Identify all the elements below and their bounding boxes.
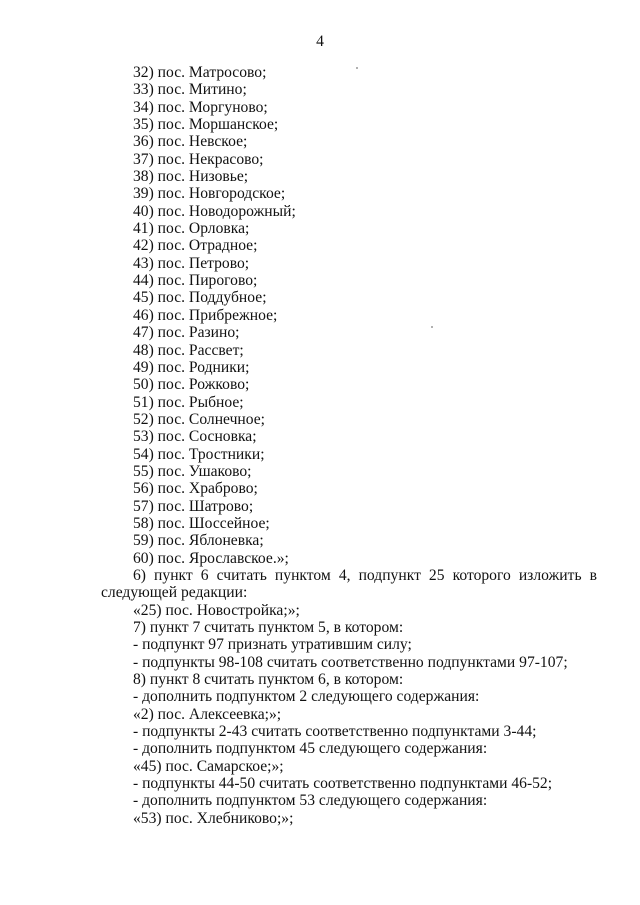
list-item: 32) пос. Матросово; xyxy=(133,64,267,81)
list-item: 46) пос. Прибрежное; xyxy=(133,306,278,324)
list-item: 58) пос. Шоссейное; xyxy=(133,514,270,532)
paragraph-line: 8) пункт 8 считать пунктом 6, в котором: xyxy=(133,671,404,689)
paragraph-line: «2) пос. Алексеевка;»; xyxy=(133,705,282,723)
paragraph-line: «25) пос. Новостройка;»; xyxy=(133,601,300,619)
paragraph-line: - подпункты 44-50 считать соответственно подпунктами 46-52; xyxy=(133,775,553,793)
list-item: 50) пос. Рожково; xyxy=(133,376,250,394)
paragraph-line: следующей редакции: xyxy=(101,584,248,602)
list-item: 57) пос. Шатрово; xyxy=(133,497,254,515)
list-item: 34) пос. Моргуново; xyxy=(133,98,268,116)
paragraph-line: - дополнить подпунктом 2 следующего содержания: xyxy=(133,688,480,706)
paragraph-line: 7) пункт 7 считать пунктом 5, в котором: xyxy=(133,619,404,637)
list-item: 53) пос. Сосновка; xyxy=(133,428,257,446)
list-item: 56) пос. Храброво; xyxy=(133,480,258,498)
paragraph-line: - подпункт 97 признать утратившим силу; xyxy=(133,636,412,654)
list-item: 48) пос. Рассвет; xyxy=(133,341,244,359)
list-item: 37) пос. Некрасово; xyxy=(133,150,264,168)
list-item: 55) пос. Ушаково; xyxy=(133,462,252,480)
list-item: 43) пос. Петрово; xyxy=(133,254,250,272)
scan-speck xyxy=(431,326,433,328)
list-item: 36) пос. Невское; xyxy=(133,133,248,151)
paragraph-line: «53) пос. Хлебниково;»; xyxy=(133,809,294,827)
paragraph-line: - подпункты 98-108 считать соответственно подпунктами 97-107; xyxy=(133,653,568,671)
list-item: 40) пос. Новодорожный; xyxy=(133,202,296,220)
list-item: 52) пос. Солнечное; xyxy=(133,410,266,428)
list-item: 39) пос. Новгородское; xyxy=(133,185,286,203)
list-item: 41) пос. Орловка; xyxy=(133,220,250,238)
paragraph-line: 6) пункт 6 считать пунктом 4, подпункт 25 которого изложить в xyxy=(133,567,597,584)
list-item: 54) пос. Тростники; xyxy=(133,445,265,463)
list-item: 38) пос. Низовье; xyxy=(133,168,249,186)
paragraph-line: - дополнить подпунктом 45 следующего содержания: xyxy=(133,740,488,758)
list-item: 47) пос. Разино; xyxy=(133,324,240,342)
paragraph-line: - дополнить подпунктом 53 следующего содержания: xyxy=(133,792,488,810)
list-item: 60) пос. Ярославское.»; xyxy=(133,549,289,567)
list-item: 33) пос. Митино; xyxy=(133,81,247,99)
paragraph-line: «45) пос. Самарское;»; xyxy=(133,757,284,775)
settlement-list xyxy=(133,64,296,567)
list-item: 59) пос. Яблоневка; xyxy=(133,532,264,550)
scan-speck xyxy=(356,67,358,69)
list-item: 45) пос. Поддубное; xyxy=(133,289,267,307)
list-item: 51) пос. Рыбное; xyxy=(133,393,244,411)
list-item: 49) пос. Родники; xyxy=(133,358,250,376)
amendment-text xyxy=(101,567,597,827)
page-number: 4 xyxy=(316,33,324,50)
list-item: 35) пос. Моршанское; xyxy=(133,116,279,134)
list-item: 42) пос. Отрадное; xyxy=(133,237,258,255)
paragraph-line: - подпункты 2-43 считать соответственно подпунктами 3-44; xyxy=(133,723,537,741)
list-item: 44) пос. Пирогово; xyxy=(133,272,258,290)
